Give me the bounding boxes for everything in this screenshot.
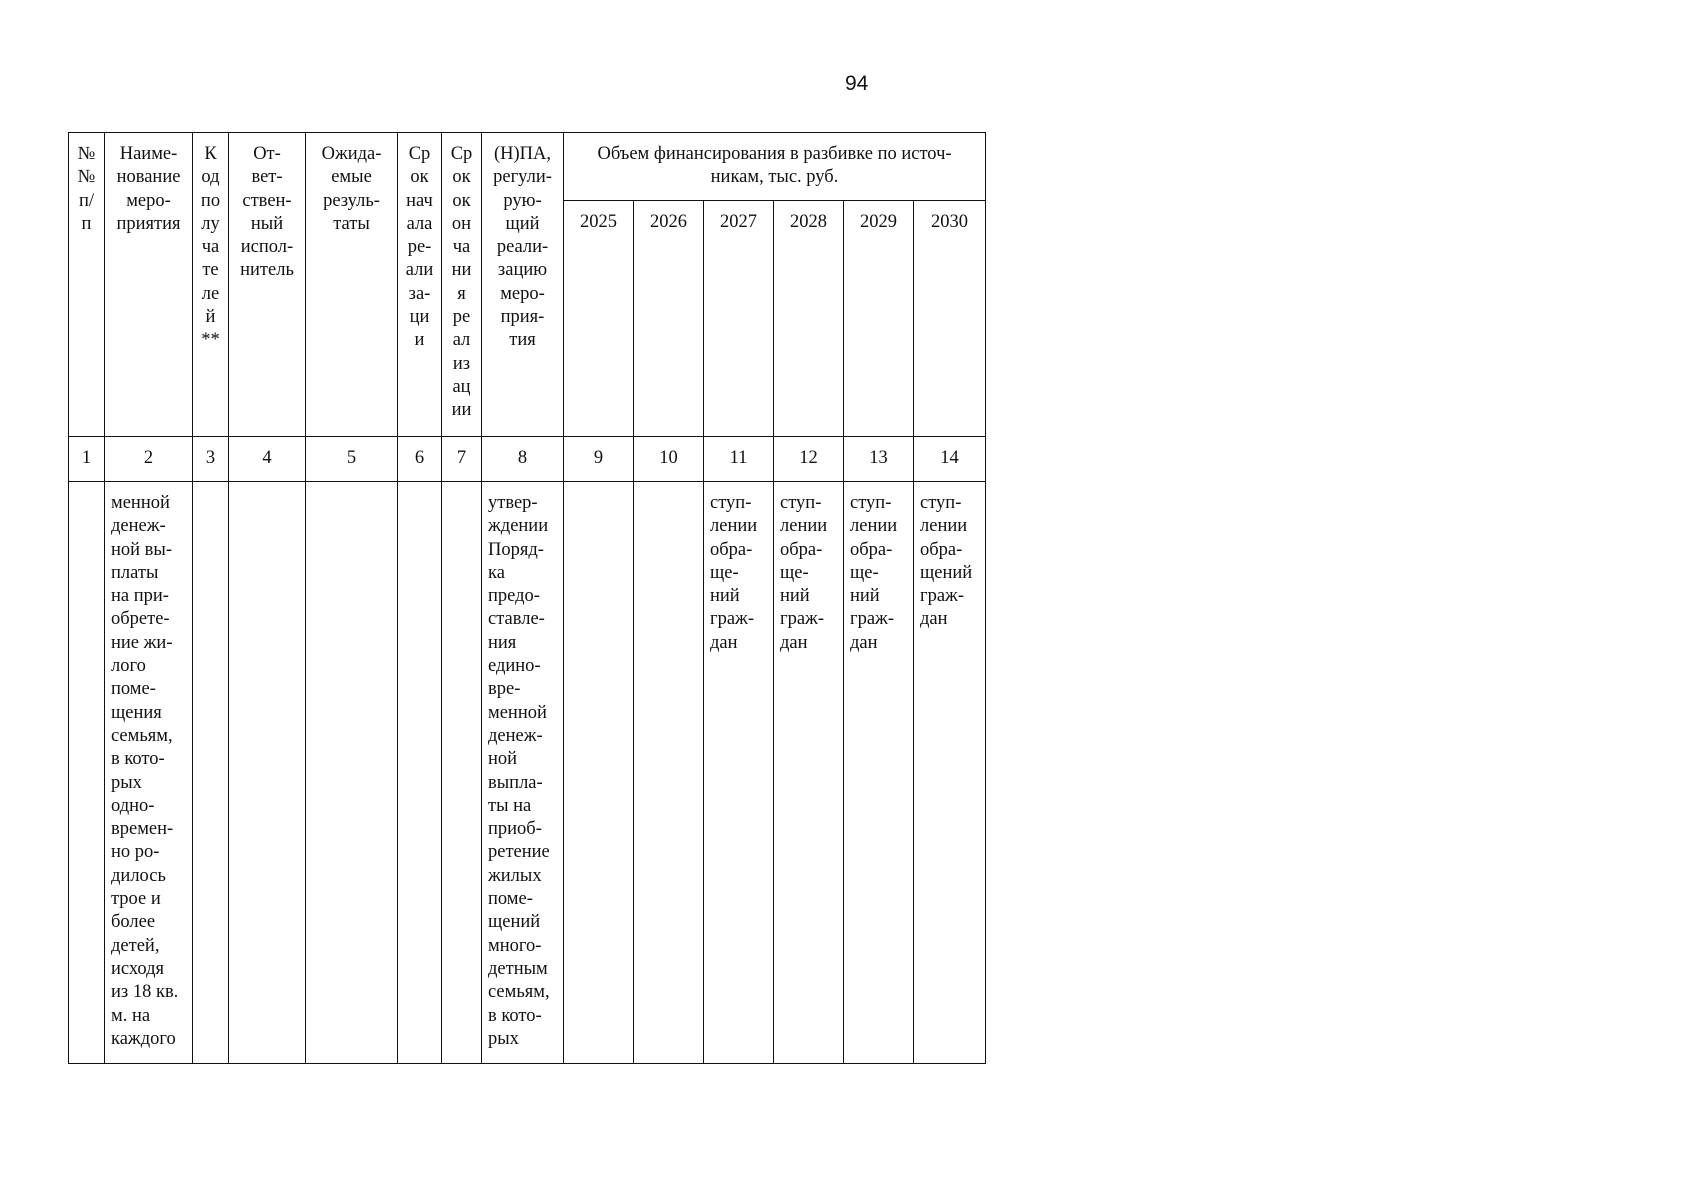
text-line: ставле- (488, 609, 545, 630)
text-line: лу (201, 213, 220, 234)
text-line: я (457, 283, 466, 304)
text-line: дан (850, 632, 878, 653)
text-line: Объем финансирования в разбивке по источ- (597, 144, 952, 164)
text-line: ще- (780, 562, 809, 583)
text-line: ще- (710, 562, 739, 583)
text-line: за- (408, 283, 431, 304)
text-line: ний (850, 586, 880, 607)
text-line: рых (488, 1028, 519, 1049)
text-line: граж- (920, 586, 964, 607)
header-year: 2027 (704, 201, 774, 437)
text-line: ка (488, 562, 505, 583)
cell-expected-results (306, 482, 398, 1064)
text-line: в кото- (111, 749, 165, 770)
text-line: граж- (710, 609, 754, 630)
text-line: менной (488, 702, 547, 723)
text-line: граж- (850, 609, 894, 630)
text-line: семьям, (488, 982, 550, 1003)
text-line: ии (451, 400, 472, 421)
text-line: ной (488, 749, 518, 770)
text-line: ной вы- (111, 539, 173, 560)
text-line: вет- (251, 167, 283, 188)
text-line: нитель (240, 260, 294, 281)
text-line: более (111, 912, 156, 933)
text-line: ала (406, 213, 433, 234)
cell-start-date (398, 482, 442, 1064)
page-number: 94 (845, 72, 869, 95)
header-recipient-code (193, 133, 229, 437)
text-line: обра- (780, 539, 823, 560)
text-line: ступ- (780, 493, 822, 513)
column-number: 8 (482, 437, 564, 482)
text-line: ния (488, 632, 517, 653)
column-number: 14 (914, 437, 986, 482)
text-line: ча (201, 237, 220, 258)
text-line: обра- (850, 539, 893, 560)
text-line: ча (452, 237, 471, 258)
text-line: али (405, 260, 434, 281)
column-number: 6 (398, 437, 442, 482)
text-line: трое и (111, 889, 161, 910)
text-line: но ро- (111, 842, 160, 863)
text-line: ни (451, 260, 472, 281)
column-number: 4 (229, 437, 306, 482)
header-measure-name (105, 133, 193, 437)
text-line: граж- (780, 609, 824, 630)
text-line: щения (111, 702, 162, 723)
text-line: денеж- (488, 725, 543, 746)
header-year: 2028 (774, 201, 844, 437)
header-year: 2029 (844, 201, 914, 437)
text-line: он (451, 213, 472, 234)
text-line: регули- (493, 167, 552, 188)
column-number: 1 (69, 437, 105, 482)
text-line: ние жи- (111, 632, 173, 653)
text-line: приятия (116, 213, 181, 234)
text-line: ци (409, 307, 430, 328)
text-line: дилось (111, 865, 166, 886)
text-line: лении (850, 516, 898, 537)
text-line: дан (710, 632, 738, 653)
cell-funding-2028 (774, 482, 844, 1064)
text-line: рую- (503, 190, 542, 211)
text-line: ты на (488, 795, 532, 816)
text-line: на при- (111, 586, 169, 607)
text-line: ствен- (242, 190, 292, 211)
text-line: п (81, 213, 92, 234)
header-year: 2025 (564, 201, 634, 437)
text-line: тия (509, 330, 536, 351)
text-line: исходя (111, 958, 165, 979)
text-line: лении (780, 516, 828, 537)
text-line: обра- (710, 539, 753, 560)
text-line: од (201, 167, 220, 188)
text-line: детей, (111, 935, 160, 956)
text-line: вре- (488, 679, 521, 700)
text-line: лении (920, 516, 968, 537)
column-number: 5 (306, 437, 398, 482)
cell-funding-2029 (844, 482, 914, 1064)
text-line: утвер- (488, 493, 538, 513)
text-line: зацию (497, 260, 548, 281)
header-start-date (398, 133, 442, 437)
text-line: щий (505, 213, 540, 234)
column-number: 11 (704, 437, 774, 482)
text-line: прия- (500, 307, 545, 328)
text-line: времен- (111, 819, 174, 840)
text-line: й (205, 307, 216, 328)
text-line: дан (780, 632, 808, 653)
cell-funding-2030 (914, 482, 986, 1064)
text-line: меро- (126, 190, 171, 211)
text-line: и (414, 330, 425, 351)
cell-regulatory-act (482, 482, 564, 1064)
text-line: ле (201, 283, 220, 304)
text-line: ний (780, 586, 810, 607)
header-expected-results (306, 133, 398, 437)
text-line: ретение (488, 842, 550, 863)
text-line: ** (201, 330, 220, 351)
cell-funding-2026 (634, 482, 704, 1064)
text-line: ре- (407, 237, 432, 258)
text-line: ступ- (710, 493, 752, 513)
column-number: 3 (193, 437, 229, 482)
text-line: ок (410, 167, 429, 188)
header-responsible-executor (229, 133, 306, 437)
text-line: по (200, 190, 221, 211)
text-line: ждении (488, 516, 549, 537)
cell-row-number (69, 482, 105, 1064)
text-line: Ожида- (321, 144, 382, 164)
text-line: выпла- (488, 772, 543, 793)
text-line: щений (488, 912, 541, 933)
text-line: обра- (920, 539, 963, 560)
header-funding-volume (564, 133, 986, 201)
text-line: нач (406, 190, 433, 211)
text-line: рых (111, 772, 142, 793)
text-line: жилых (488, 865, 542, 886)
text-line: в кото- (488, 1005, 542, 1026)
column-number-row (69, 437, 986, 482)
text-line: ок (452, 190, 471, 211)
text-line: дан (920, 609, 948, 630)
column-number: 13 (844, 437, 914, 482)
text-line: ступ- (850, 493, 892, 513)
column-number: 10 (634, 437, 704, 482)
text-line: Наиме- (119, 144, 178, 164)
text-line: те (202, 260, 219, 281)
column-number: 12 (774, 437, 844, 482)
text-line: ал (452, 330, 471, 351)
header-year: 2026 (634, 201, 704, 437)
text-line: ступ- (920, 493, 962, 513)
text-line: одно- (111, 795, 155, 816)
text-line: из (452, 353, 471, 374)
column-number: 2 (105, 437, 193, 482)
header-end-date (442, 133, 482, 437)
cell-recipient-code (193, 482, 229, 1064)
text-line: ний (710, 586, 740, 607)
text-line: каждого (111, 1028, 176, 1049)
text-line: много- (488, 935, 542, 956)
cell-responsible-executor (229, 482, 306, 1064)
text-line: нование (116, 167, 181, 188)
text-line: ок (452, 167, 471, 188)
text-line: № (77, 144, 96, 164)
text-line: щений (920, 562, 973, 583)
text-line: приоб- (488, 819, 542, 840)
text-line: обрете- (111, 609, 170, 630)
text-line: никам, тыс. руб. (710, 167, 839, 188)
text-line: из 18 кв. (111, 982, 179, 1003)
text-line: лого (111, 656, 146, 677)
text-line: Поряд- (488, 539, 544, 560)
cell-end-date (442, 482, 482, 1064)
text-line: (Н)ПА, (493, 144, 552, 164)
text-line: емые (331, 167, 372, 188)
header-year: 2030 (914, 201, 986, 437)
text-line: таты (333, 213, 370, 234)
text-line: реали- (496, 237, 549, 258)
text-line: резуль- (323, 190, 380, 211)
text-line: платы (111, 562, 159, 583)
program-measures-table (68, 132, 986, 1064)
text-line: п/ (78, 190, 95, 211)
text-line: поме- (111, 679, 156, 700)
text-line: лении (710, 516, 758, 537)
text-line: менной (111, 493, 170, 513)
text-line: ный (250, 213, 284, 234)
text-line: испол- (240, 237, 294, 258)
text-line: м. на (111, 1005, 151, 1026)
header-row-number (69, 133, 105, 437)
text-line: детным (488, 958, 548, 979)
cell-funding-2025 (564, 482, 634, 1064)
text-line: № (77, 167, 96, 188)
table-row (69, 482, 986, 1064)
text-line: едино- (488, 656, 541, 677)
text-line: денеж- (111, 516, 166, 537)
text-line: семьям, (111, 725, 173, 746)
column-number: 9 (564, 437, 634, 482)
column-number: 7 (442, 437, 482, 482)
text-line: От- (253, 144, 281, 164)
text-line: Ср (450, 144, 473, 164)
text-line: Ср (408, 144, 431, 164)
cell-funding-2027 (704, 482, 774, 1064)
text-line: ре (452, 307, 471, 328)
text-line: меро- (500, 283, 545, 304)
cell-measure-name (105, 482, 193, 1064)
text-line: предо- (488, 586, 540, 607)
text-line: ще- (850, 562, 879, 583)
text-line: ац (452, 376, 471, 397)
text-line: К (204, 144, 217, 164)
header-regulatory-act (482, 133, 564, 437)
text-line: поме- (488, 889, 533, 910)
